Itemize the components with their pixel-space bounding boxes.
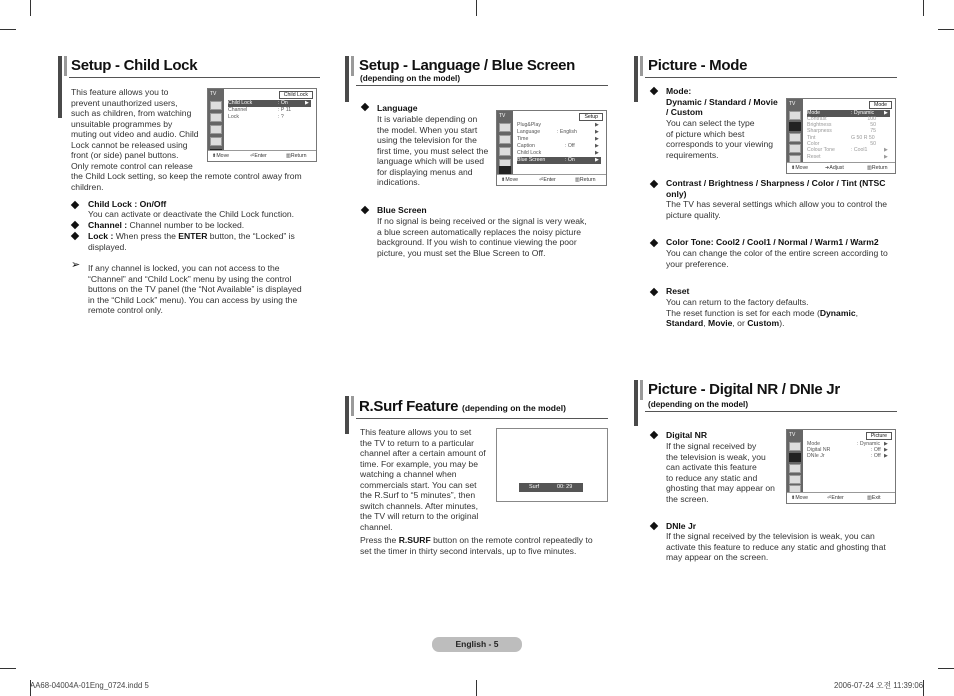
bullet-child-lock-head: Child Lock : On/Off	[88, 199, 167, 209]
title-rule	[645, 77, 897, 78]
bullet-dnie-head: DNIe Jr	[666, 521, 697, 531]
section-marker	[351, 56, 354, 76]
crop-mark	[938, 29, 954, 30]
setup-osd-menu: TV Setup Plug&Play ▶ Language : English ▶ Time ▶ Caption : Off ▶ Child Lock ▶ Blue Screen : On ▶ ⬍ Move ⏎ Enter ▥ Return	[496, 110, 607, 186]
crop-mark	[0, 29, 16, 30]
section-marker	[345, 56, 349, 102]
child-lock-osd-menu: TV Child Lock Child Lock : On ▶ Channel : P 11 Lock : ? ⬍ Move ⏎ Enter ▥ Return	[207, 88, 317, 162]
osd-title: Setup	[579, 113, 603, 121]
osd-row: Caption : Off ▶	[517, 143, 599, 149]
bullet-diamond	[71, 232, 79, 240]
title-rule	[645, 411, 897, 412]
section-title-picture-mode: Picture - Mode	[648, 57, 748, 74]
section-marker	[345, 396, 349, 434]
osd-row: Reset ▶	[807, 154, 888, 160]
bullet-diamond	[650, 522, 658, 530]
bullet-language-body: It is variable depending on the model. When you start using the television for the first time, you must select the language which will be used for displaying menus and indications.	[377, 114, 489, 187]
osd-title: Mode	[869, 101, 892, 109]
osd-row: Sharpness 75	[807, 128, 876, 134]
osd-row: Blue Screen : On ▶	[517, 157, 599, 163]
title-rule	[69, 77, 320, 78]
title-rule	[356, 85, 608, 86]
osd-footer: ⬍ Move ➜ Adjust ▥ Return	[787, 162, 895, 173]
osd-row: Child Lock ▶	[517, 150, 599, 156]
bullet-diamond	[650, 87, 658, 95]
file-info: AA68-04004A-01Eng_0724.indd 5	[30, 681, 149, 690]
osd-row: Child Lock : On ▶	[228, 100, 309, 106]
crop-mark	[0, 668, 16, 669]
page-number-pill: English - 5	[432, 637, 522, 652]
crop-mark	[923, 0, 924, 16]
sound-icon	[789, 133, 801, 142]
osd-row: DNIe Jr : Off ▶	[807, 453, 888, 459]
bullet-lock: Lock : When press the ENTER button, the “Locked” is displayed.	[88, 231, 295, 252]
picture-icon	[499, 135, 511, 144]
rsurf-press-note: Press the R.SURF button on the remote control repeatedly to set the timer in thirty second intervals, up to five minutes.	[360, 535, 593, 556]
osd-title: Child Lock	[279, 91, 313, 99]
bullet-child-lock-body: You can activate or deactivate the Child Lock function.	[88, 209, 295, 219]
sound-icon	[499, 147, 511, 156]
bullet-diamond	[361, 206, 369, 214]
osd-footer: ⬍ Move ⏎ Enter ▥ Return	[497, 174, 606, 185]
osd-row: Lock : ?	[228, 114, 284, 120]
bullet-channel: Channel : Channel number to be locked.	[88, 220, 245, 230]
bullet-digital-nr-head: Digital NR	[666, 430, 708, 440]
osd-row: Digital NR : Off ▶	[807, 447, 888, 453]
section-marker	[351, 396, 354, 416]
sound-icon	[210, 125, 222, 134]
bullet-diamond	[71, 201, 79, 209]
osd-row: Colour Tone : Cool1 ▶	[807, 147, 888, 153]
section-title-digital-nr: Picture - Digital NR / DNIe Jr	[648, 381, 840, 398]
bullet-diamond	[71, 221, 79, 229]
bullet-digital-nr-body: If the signal received by the television is weak, you can activate this feature to reduce any static and ghosting that may appear on the screen.	[666, 441, 775, 504]
picture-osd-menu: TV Picture Mode : Dynamic ▶ Digital NR : Off ▶ DNIe Jr : Off ▶ ⬍ Move ⏎ Enter ▥ Exit	[786, 429, 896, 504]
bullet-dnie-body: If the signal received by the television is weak, you can activate this feature to reduce any static and ghosting that may appear on the screen.	[666, 531, 886, 562]
note-arrow-icon: ➢	[71, 259, 81, 271]
sound-icon	[789, 464, 801, 473]
date-info: 2006-07-24 오전 11:39:06	[834, 681, 924, 690]
bullet-diamond	[650, 239, 658, 247]
osd-row: Language : English ▶	[517, 129, 599, 135]
crop-mark	[923, 680, 924, 696]
bullet-contrast-head: Contrast / Brightness / Sharpness / Color / Tint (NTSC only)	[666, 178, 886, 199]
bullet-tone-body: You can change the color of the entire screen according to your preference.	[666, 248, 888, 269]
picture-icon	[210, 113, 222, 122]
tools-icon	[789, 475, 801, 484]
osd-row: Plug&Play ▶	[517, 122, 599, 128]
antenna-icon	[499, 123, 511, 132]
child-lock-intro: This feature allows you to prevent unauthorized users, such as children, from watching unsuitable programmes by muting out video and audio. Child Lock cannot be released using front (or side) panel buttons. Only remote control can release the Child Lock setting, so keep the remote control away from children.	[71, 87, 302, 192]
osd-footer: ⬍ Move ⏎ Enter ▥ Exit	[787, 492, 895, 503]
child-lock-note: If any channel is locked, you can not access to the “Channel” and “Child Lock” menu by using the control buttons on the TV panel (the “Not Available” is displayed in the “Child Lock” menu). You can access by using the remote control only.	[88, 263, 302, 315]
section-title-language: Setup - Language / Blue Screen	[359, 57, 576, 74]
tools-icon	[210, 137, 222, 146]
section-marker	[64, 56, 67, 76]
section-marker	[58, 56, 62, 118]
tools-icon	[789, 144, 801, 153]
osd-footer: ⬍ Move ⏎ Enter ▥ Return	[208, 150, 316, 161]
antenna-icon	[789, 111, 801, 120]
section-marker	[640, 56, 643, 76]
bullet-mode-body: You can select the type of picture which best corresponds to your viewing requirements.	[666, 118, 773, 160]
crop-mark	[476, 0, 477, 16]
crop-mark	[476, 680, 477, 696]
bullet-blue-screen-head: Blue Screen	[377, 205, 427, 215]
crop-mark	[938, 668, 954, 669]
rsurf-body: This feature allows you to set the TV to return to a particular channel after a certain amount of time. For example, you may be watching a channel when commercials start. You can set the R.Surf to “5 minutes”, then switch channels. After minutes, the TV will return to the original channel.	[360, 427, 486, 532]
bullet-reset-head: Reset	[666, 286, 690, 296]
osd-row: Mode : Dynamic ▶	[807, 110, 888, 116]
crop-mark	[30, 0, 31, 16]
bullet-diamond	[650, 431, 658, 439]
antenna-icon	[210, 101, 222, 110]
osd-title: Picture	[866, 432, 892, 440]
section-title-rsurf: R.Surf Feature (depending on the model)	[359, 398, 566, 415]
osd-row: Tint G 50 R 50	[807, 135, 875, 141]
section-marker	[634, 56, 638, 102]
rsurf-screen	[496, 428, 608, 502]
bullet-diamond	[361, 103, 369, 111]
rsurf-timer-bar: Surf 00: 29	[519, 483, 583, 492]
setup-icon	[499, 166, 511, 174]
bullet-reset-body: You can return to the factory defaults. The reset function is set for each mode (Dynamic, Standard, Movie, or Custom).	[666, 297, 859, 328]
bullet-contrast-body: The TV has several settings which allow you to control the picture quality.	[666, 199, 888, 220]
bullet-mode-head: Mode: Dynamic / Standard / Movie / Custom	[666, 86, 778, 117]
osd-row: Channel : P 11	[228, 107, 292, 113]
section-marker	[640, 380, 643, 400]
bullet-language-head: Language	[377, 103, 418, 113]
osd-row: Color 50	[807, 141, 876, 147]
picture-icon	[789, 122, 801, 131]
section-marker	[634, 380, 638, 426]
title-rule	[356, 418, 608, 419]
osd-row: Contrast 100	[807, 116, 876, 122]
section-subtitle: (depending on the model)	[360, 74, 461, 83]
bullet-tone-head: Color Tone: Cool2 / Cool1 / Normal / Warm1 / Warm2	[666, 237, 879, 247]
section-title-child-lock: Setup - Child Lock	[71, 57, 198, 74]
picture-icon	[789, 453, 801, 462]
antenna-icon	[789, 442, 801, 451]
bullet-diamond	[650, 288, 658, 296]
osd-row: Brightness 50	[807, 122, 876, 128]
osd-row: Time ▶	[517, 136, 599, 142]
bullet-diamond	[650, 180, 658, 188]
mode-osd-menu: TV Mode Mode : Dynamic ▶ Contrast 100 Brightness 50 Sharpness 75 Tint G 50 R 50 Color 50 Colour Tone : Cool1 ▶ Reset ▶ ⬍ Move ➜ Adjust ▥ Return	[786, 98, 896, 174]
bullet-blue-screen-body: If no signal is being received or the signal is very weak, a blue screen automatically replaces the noisy picture background. If you wish to continue viewing the poor picture, you must set the Blue Screen to Off.	[377, 216, 587, 258]
osd-row: Mode : Dynamic ▶	[807, 441, 888, 447]
section-subtitle: (depending on the model)	[648, 400, 749, 409]
